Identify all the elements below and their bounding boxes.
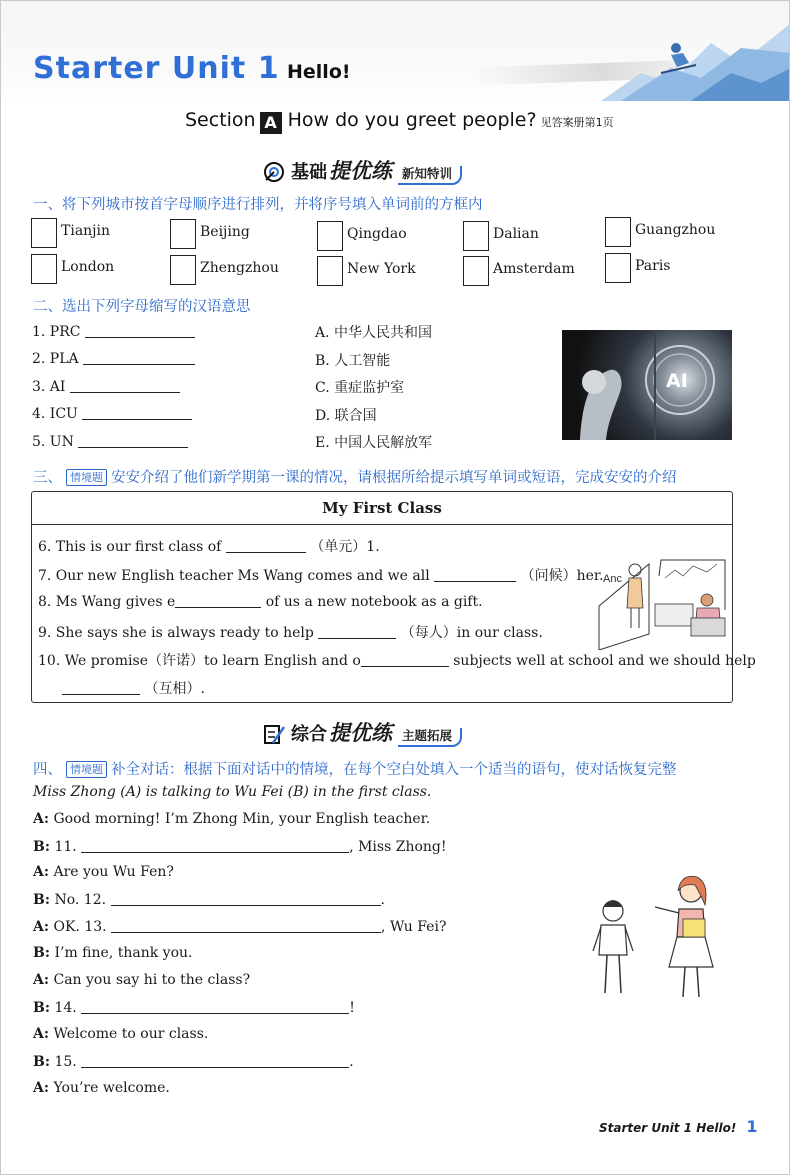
city-label: Zhengzhou	[200, 260, 279, 276]
answer-box[interactable]	[31, 218, 57, 248]
banner-emph-text: 提优练	[329, 721, 392, 745]
city-label: Paris	[635, 258, 671, 274]
unit-title: Starter Unit 1	[33, 51, 280, 86]
line-text: Can you say hi to the class?	[53, 972, 251, 988]
q10	[38, 650, 756, 670]
target-icon	[263, 161, 285, 183]
speaker: A:	[33, 1026, 50, 1042]
city-label: London	[61, 259, 115, 275]
speaker: A:	[33, 919, 50, 935]
city-label: Amsterdam	[493, 261, 575, 277]
pen-checklist-icon	[263, 723, 285, 745]
answer-box[interactable]	[605, 217, 631, 247]
speaker: B:	[33, 892, 51, 908]
section-prefix: Section	[185, 109, 256, 131]
part3-instruction: 安安介绍了他们新学期第一课的情况，请根据所给提示填写单词或短语，完成安安的介绍	[111, 470, 677, 486]
answer-note: 见答案册第1页	[540, 116, 614, 129]
answer-blank[interactable]	[226, 538, 306, 553]
q9-hint: （每人）in our class.	[400, 625, 543, 641]
section-badge: A	[260, 112, 282, 134]
option-d: D. 联合国	[315, 408, 377, 424]
board-text: Anc	[603, 573, 622, 585]
abbr-label: 4. ICU	[32, 406, 78, 422]
answer-box[interactable]	[463, 256, 489, 286]
q8	[38, 593, 483, 610]
line-after: .	[380, 892, 385, 908]
dialog-line	[33, 891, 385, 908]
scenario-tag: 情境题	[66, 761, 107, 778]
abbr-label: 1. PRC	[32, 324, 81, 340]
speaker: B:	[33, 1054, 51, 1070]
comprehensive-practice-banner	[263, 717, 462, 747]
dialog-line	[33, 864, 174, 880]
line-text: No. 12.	[54, 892, 107, 908]
answer-blank[interactable]	[82, 405, 192, 420]
my-first-class-box	[31, 491, 756, 703]
q10-continued	[62, 678, 205, 698]
speaker: A:	[33, 972, 50, 988]
answer-blank[interactable]	[62, 680, 140, 695]
q6	[38, 536, 380, 556]
answer-box[interactable]	[170, 219, 196, 249]
dialog-intro: Miss Zhong (A) is talking to Wu Fei (B) in the first class.	[33, 784, 432, 800]
q7-hint: （问候）her.	[520, 568, 604, 584]
answer-box[interactable]	[31, 254, 57, 284]
part3-number: 三、	[33, 470, 62, 486]
banner-emph-text: 提优练	[329, 159, 392, 183]
option-b: B. 人工智能	[315, 353, 391, 369]
q10-text: 10. We promise（许诺）to learn English and o	[38, 653, 361, 669]
ai-photo	[562, 330, 732, 440]
answer-blank[interactable]	[175, 593, 261, 608]
line-after: !	[349, 1000, 355, 1016]
speaker: B:	[33, 1000, 51, 1016]
option-c: C. 重症监护室	[315, 380, 405, 396]
abbr-question	[32, 405, 192, 422]
line-text: OK. 13.	[53, 919, 107, 935]
q7-text: 7. Our new English teacher Ms Wang comes and we all	[38, 568, 430, 584]
line-after: , Miss Zhong!	[349, 839, 447, 855]
section-title	[185, 109, 614, 134]
page-footer	[599, 1117, 757, 1136]
abbr-label: 2. PLA	[32, 351, 79, 367]
q8-text: 8. Ms Wang gives e	[38, 594, 176, 610]
answer-blank[interactable]	[318, 624, 396, 639]
footer-unit-text: Starter Unit 1 Hello!	[599, 1121, 737, 1135]
abbr-question	[32, 323, 195, 340]
part4-instruction: 补全对话：根据下面对话中的情境，在每个空白处填入一个适当的语句，使对话恢复完整	[111, 762, 677, 778]
q9-text: 9. She says she is always ready to help	[38, 625, 314, 641]
answer-blank[interactable]	[81, 838, 349, 853]
q8-rest: of us a new notebook as a gift.	[265, 594, 483, 610]
q10-hint: （互相）.	[144, 681, 205, 697]
answer-blank[interactable]	[83, 350, 195, 365]
part4-number: 四、	[33, 762, 62, 778]
dialog-line	[33, 1026, 208, 1042]
answer-blank[interactable]	[81, 1053, 349, 1068]
abbr-label: 5. UN	[32, 434, 74, 450]
dialog-line	[33, 1080, 170, 1096]
teacher-student-illustration	[583, 869, 723, 1003]
part2-heading: 二、选出下列字母缩写的汉语意思	[33, 299, 251, 315]
city-label: Tianjin	[61, 223, 111, 239]
line-text: 11.	[54, 839, 77, 855]
ai-photo-text: AI	[666, 370, 688, 392]
page-number: 1	[746, 1117, 758, 1136]
dialog-line	[33, 838, 447, 855]
answer-box[interactable]	[170, 255, 196, 285]
banner-main-text: 基础	[291, 162, 327, 183]
city-label: Dalian	[493, 226, 539, 242]
option-a: A. 中华人民共和国	[315, 325, 433, 341]
city-label: Guangzhou	[635, 222, 716, 238]
line-text: 15.	[54, 1054, 77, 1070]
line-text: Welcome to our class.	[53, 1026, 209, 1042]
answer-blank[interactable]	[85, 323, 195, 338]
city-label: New York	[347, 261, 416, 277]
option-e: E. 中国人民解放军	[315, 435, 433, 451]
line-text: Good morning! I’m Zhong Min, your English teacher.	[53, 811, 431, 827]
banner-main-text: 综合	[291, 724, 327, 745]
line-after: .	[349, 1054, 354, 1070]
abbr-question	[32, 350, 195, 367]
dialog-line	[33, 1053, 354, 1070]
abbr-question	[32, 433, 188, 450]
speaker: B:	[33, 945, 51, 961]
city-label: Beijing	[200, 224, 250, 240]
class-box-title: My First Class	[32, 492, 732, 525]
answer-blank[interactable]	[81, 999, 349, 1014]
banner-sub-text: 主题拓展	[398, 728, 462, 747]
answer-box[interactable]	[317, 256, 343, 286]
answer-blank[interactable]	[361, 652, 449, 667]
dialog-line	[33, 945, 192, 961]
q6-hint: （单元）1.	[310, 539, 380, 555]
line-text: You’re welcome.	[53, 1080, 170, 1096]
answer-blank[interactable]	[111, 891, 381, 906]
part4-heading	[33, 758, 677, 779]
answer-blank[interactable]	[434, 567, 516, 582]
classroom-illustration	[597, 556, 727, 650]
skier-mountain-illustration	[601, 13, 790, 101]
answer-blank[interactable]	[111, 918, 381, 933]
ai-robot-illustration	[562, 330, 732, 440]
dialog-line	[33, 918, 446, 935]
line-after: , Wu Fei?	[381, 919, 447, 935]
speaker: A:	[33, 811, 50, 827]
dialog-line	[33, 972, 250, 988]
q10-rest: subjects well at school and we should help	[453, 653, 756, 669]
q6-text: 6. This is our first class of	[38, 539, 222, 555]
dialog-line	[33, 999, 355, 1016]
line-text: I’m fine, thank you.	[54, 945, 193, 961]
answer-blank[interactable]	[78, 433, 188, 448]
unit-subtitle: Hello!	[287, 61, 351, 83]
city-label: Qingdao	[347, 226, 407, 242]
answer-box[interactable]	[463, 221, 489, 251]
line-text: 14.	[54, 1000, 77, 1016]
scenario-tag: 情境题	[66, 469, 107, 486]
speaker: A:	[33, 864, 50, 880]
answer-box[interactable]	[317, 221, 343, 251]
dialog-line	[33, 811, 430, 827]
section-question: How do you greet people?	[287, 109, 537, 131]
speaker: A:	[33, 1080, 50, 1096]
answer-box[interactable]	[605, 253, 631, 283]
basic-practice-banner	[263, 155, 462, 185]
part1-heading: 一、将下列城市按首字母顺序进行排列，并将序号填入单词前的方框内	[33, 197, 483, 213]
answer-blank[interactable]	[70, 378, 180, 393]
part3-heading	[33, 466, 677, 487]
abbr-question	[32, 378, 180, 395]
abbr-label: 3. AI	[32, 379, 66, 395]
line-text: Are you Wu Fen?	[53, 864, 174, 880]
q7	[38, 565, 604, 585]
q9	[38, 622, 543, 642]
banner-sub-text: 新知特训	[398, 166, 462, 185]
speaker: B:	[33, 839, 51, 855]
